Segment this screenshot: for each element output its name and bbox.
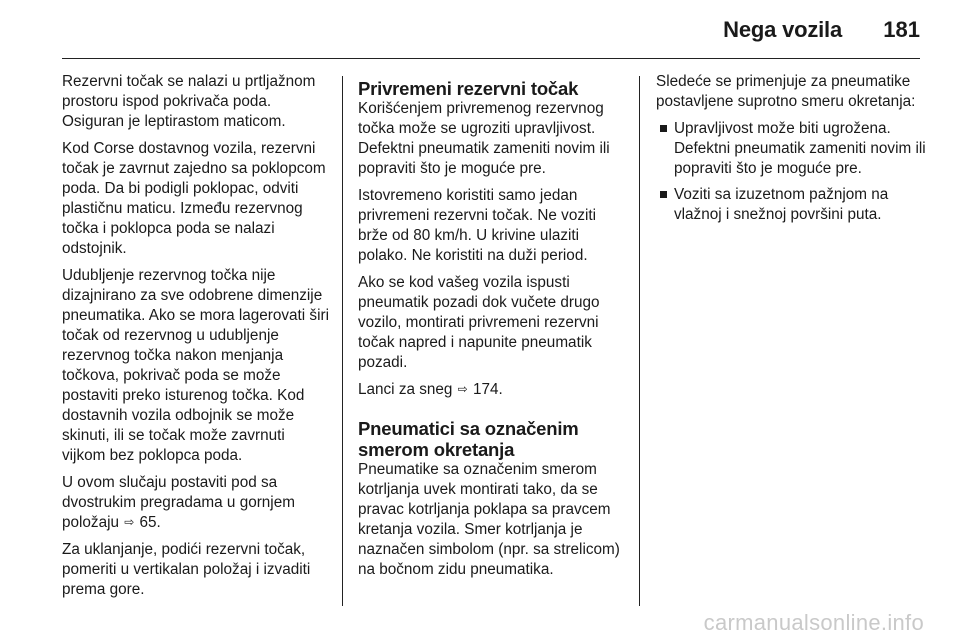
paragraph: Rezervni točak se nalazi u prtljažnom prostoru ispod pokrivača poda. Osiguran je leptirastom maticom. [62,73,316,130]
bullet-list [656,119,928,225]
section-heading [358,418,628,460]
page-reference-arrow-icon: ⇨ [124,515,135,529]
list-item-text: Upravljivost može biti ugrožena. Defektni pneumatik zameniti novim ili popraviti što je moguće pre. [674,120,926,177]
column-2 [358,78,628,587]
page-reference-arrow-icon: ⇨ [457,382,468,396]
paragraph: Istovremeno koristiti samo jedan privremeni rezervni točak. Ne voziti brže od 80 km/h. U krivine ulaziti polako. Ne koristiti na duži period. [358,187,597,264]
paragraph-text: U ovom slučaju postaviti pod sa dvostrukim pregradama u gornjem položaju [62,474,295,531]
page-reference-link[interactable]: 65. [139,514,161,531]
paragraph: Sledeće se primenjuje za pneumatike postavljene suprotno smeru okretanja: [656,73,916,110]
column-divider-2 [639,76,640,606]
paragraph: Pneumatike sa označenim smerom kotrljanja uvek montirati tako, da se pravac kotrljanja poklapa sa pravcem kretanja vozila. Smer kotrljanja je naznačen simbolom (npr. sa strelicom) na bočnom zidu pneumatika. [358,461,620,578]
list-item [656,185,928,225]
header-divider [62,58,920,59]
watermark: carmanualsonline.info [703,610,924,635]
list-item-text: Voziti sa izuzetnom pažnjom na vlažnoj i snežnoj površini puta. [674,186,889,223]
page-title: Nega vozila [723,17,842,42]
paragraph: Za uklanjanje, podići rezervni točak, pomeriti u vertikalan položaj i izvaditi prema gore. [62,541,311,598]
square-bullet-icon [660,191,667,198]
heading-line: smerom okretanja [358,439,515,460]
paragraph: Kod Corse dostavnog vozila, rezervni točak je zavrnut zajedno sa poklopcom poda. Da bi podigli poklopac, odviti plastičnu maticu. Između rezervnog točka i poklopca poda se nalazi odstojnik. [62,140,326,257]
paragraph: Ako se kod vašeg vozila ispusti pneumatik pozadi dok vučete drugo vozilo, montirati privremeni rezervni točak napred i napunite pneumatik pozadi. [358,274,600,371]
section-heading: Privremeni rezervni točak [358,78,579,99]
paragraph-with-reference [358,380,628,400]
paragraph-text: Lanci za sneg [358,381,453,398]
list-item [656,119,928,179]
column-1 [62,72,330,607]
paragraph-with-reference [62,473,330,533]
page-header [0,0,960,60]
heading-line: Pneumatici sa označenim [358,418,579,439]
paragraph: Korišćenjem privremenog rezervnog točka može se ugroziti upravljivost. Defektni pneumatik zameniti novim ili popraviti što je moguće pre. [358,100,610,177]
paragraph: Udubljenje rezervnog točka nije dizajnirano za sve odobrene dimenzije pneumatika. Ako se mora lagerovati širi točak od rezervnog u udubljenje rezervnog točka nakon menjanja točkova, pokrivač poda se može postaviti preko isturenog točka. Kod dostavnih vozila odbojnik se može skinuti, ili se točak može zavrnuti vijkom bez poklopca poda. [62,267,329,464]
page-number: 181 [883,17,920,42]
column-divider-1 [342,76,343,606]
column-3 [656,72,928,231]
square-bullet-icon [660,125,667,132]
page-reference-link[interactable]: 174. [472,381,503,398]
